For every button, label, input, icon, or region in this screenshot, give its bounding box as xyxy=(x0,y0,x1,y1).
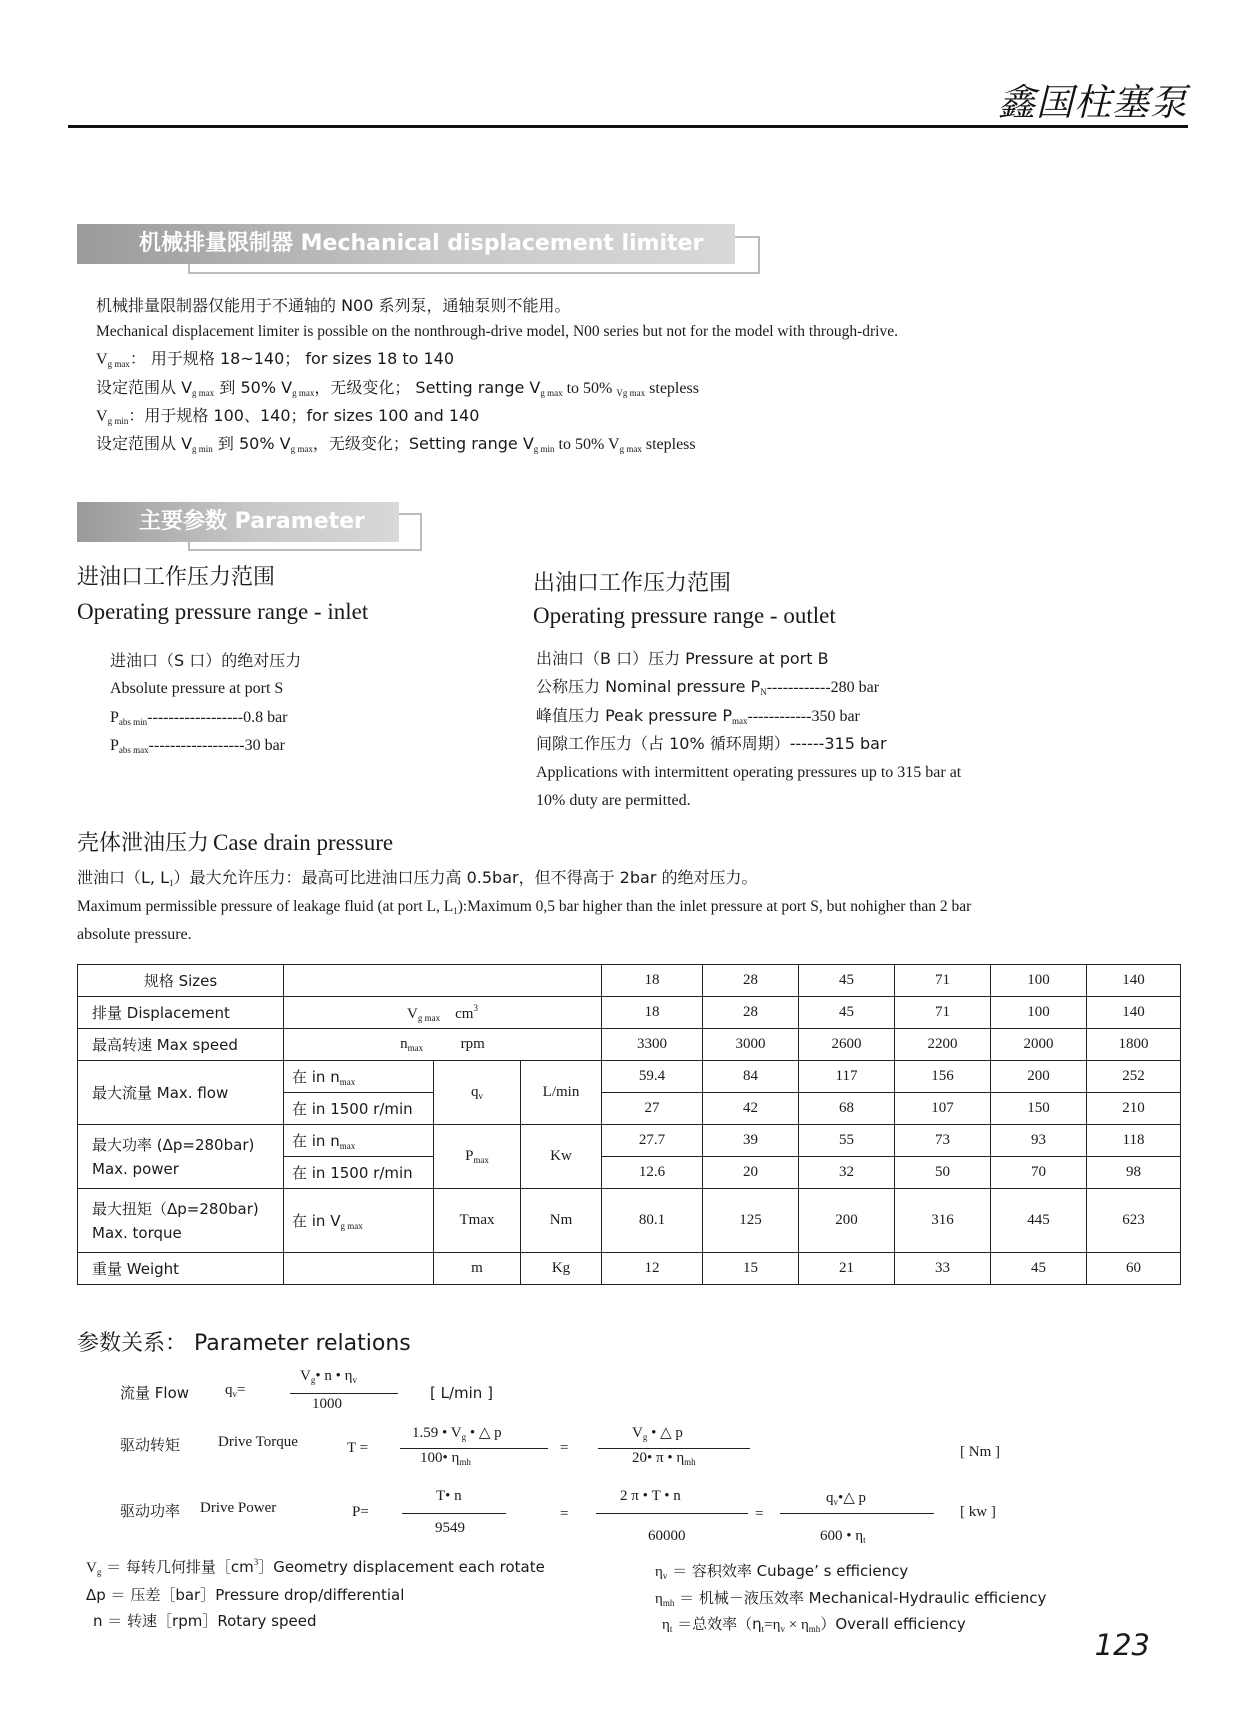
table-cell: 45 xyxy=(799,965,895,997)
table-cell: 15 xyxy=(703,1253,799,1285)
table-row-speed xyxy=(78,1029,1181,1061)
table-cell: 2000 xyxy=(991,1029,1087,1061)
flow-label: 流量 Flow xyxy=(120,1384,190,1402)
table-cell: $V_{g max}$ $cm^3$ xyxy=(284,997,602,1029)
table-cell: 71 xyxy=(895,997,991,1029)
torque-denominator-1: 100• $\eta_{mh}$ xyxy=(420,1450,471,1467)
table-cell: 28 xyxy=(703,965,799,997)
header-rule xyxy=(68,125,1188,128)
table-cell: 100 xyxy=(991,965,1087,997)
outlet-line-5: Applications with intermittent operating pressures up to 315 bar at xyxy=(536,764,962,781)
power-fraction-bar-2 xyxy=(596,1513,748,1514)
outlet-line-1: 出油口（B 口）压力 Pressure at port B xyxy=(536,649,829,668)
table-cell: 在 in 1500 r/min xyxy=(284,1157,434,1189)
table-cell: 最大扭矩（Δp=280bar) Max. torque xyxy=(78,1189,284,1253)
inlet-line-4: $P_{abs max}------------------30$ bar xyxy=(110,737,285,755)
brand-title: 鑫国柱塞泵 xyxy=(998,81,1188,124)
inlet-title-en: Operating pressure range - inlet xyxy=(77,599,369,624)
page-number: 123 xyxy=(1094,1628,1150,1662)
inlet-line-1: 进油口（S 口）的绝对压力 xyxy=(110,651,302,670)
mech-line-3: $V_{g max}$： 用于规格 18~140； for sizes 18 to 140 xyxy=(96,349,455,369)
power-denominator-1: 9549 xyxy=(435,1520,465,1536)
relations-title: 参数关系： Parameter relations xyxy=(77,1331,411,1356)
def-eta-mh: $\eta_{mh}$ ＝ 机械－液压效率 Mechanical-Hydraulic efficiency xyxy=(655,1589,1047,1608)
def-n: n ＝ 转速［rpm］Rotary speed xyxy=(93,1612,317,1630)
table-cell: 12.6 xyxy=(602,1157,703,1189)
table-cell: 3000 xyxy=(703,1029,799,1061)
table-cell: 28 xyxy=(703,997,799,1029)
mech-line-6: 设定范围从 $V_{g min}$ 到 50% $V_{g max}$，无级变化；Setting range $V_{g min}$ to 50% $V_{g max}$ stepless xyxy=(96,434,696,454)
table-cell: 42 xyxy=(703,1093,799,1125)
flow-lhs: $q_v=$ xyxy=(225,1382,246,1399)
table-cell: 33 xyxy=(895,1253,991,1285)
table-cell: 150 xyxy=(991,1093,1087,1125)
table-row-weight xyxy=(78,1253,1181,1285)
outlet-line-2: 公称压力 Nominal pressure $P_N------------280$ bar xyxy=(536,677,880,697)
inlet-line-3: $P_{abs min}------------------0.8$ bar xyxy=(110,709,288,727)
section-heading-mech: 机械排量限制器 Mechanical displacement limiter xyxy=(77,224,735,264)
table-cell xyxy=(284,965,602,997)
table-cell: 200 xyxy=(799,1189,895,1253)
table-row-displacement xyxy=(78,997,1181,1029)
table-cell: 70 xyxy=(991,1157,1087,1189)
power-numerator-2: 2 π • T • n xyxy=(620,1488,681,1504)
table-row-power-1 xyxy=(78,1125,1181,1157)
flow-numerator: $V_g•$ n • $\eta_v$ xyxy=(300,1368,357,1385)
table-cell: 50 xyxy=(895,1157,991,1189)
def-eta-t: $\eta_t$ ＝总效率（$\eta_t=\eta_v$ × $\eta_{mh})Overall$ efficiency xyxy=(662,1615,966,1634)
flow-denominator: 1000 xyxy=(312,1396,342,1412)
table-cell: 100 xyxy=(991,997,1087,1029)
table-cell: 27.7 xyxy=(602,1125,703,1157)
outlet-title-zh: 出油口工作压力范围 xyxy=(533,571,732,596)
table-cell: 在 in $V_{g max}$ xyxy=(284,1189,434,1253)
inlet-line-2: Absolute pressure at port S xyxy=(110,680,284,697)
power-fraction-bar-1 xyxy=(402,1513,506,1514)
table-cell xyxy=(284,1253,434,1285)
table-cell: $n_{max}$ rpm xyxy=(284,1029,602,1061)
table-cell: 3300 xyxy=(602,1029,703,1061)
torque-unit: [ Nm ] xyxy=(960,1444,1000,1460)
table-cell: 20 xyxy=(703,1157,799,1189)
power-numerator-1: T• n xyxy=(436,1488,462,1504)
torque-lhs: T = xyxy=(347,1440,369,1456)
case-line-2: Maximum permissible pressure of leakage fluid (at port L, $L_1):Maximum$ 0,5 bar higher than the inlet pressure at port S, but nohigher than 2 bar xyxy=(77,898,972,916)
power-label-en: Drive Power xyxy=(200,1500,277,1516)
outlet-line-4: 间隙工作压力（占 10% 循环周期）------315 bar xyxy=(536,734,887,753)
table-cell: 68 xyxy=(799,1093,895,1125)
table-cell: 140 xyxy=(1087,965,1181,997)
torque-denominator-2: 20• π • $\eta_{mh}$ xyxy=(632,1450,696,1467)
table-cell: Kw xyxy=(521,1125,602,1189)
table-cell: 45 xyxy=(799,997,895,1029)
table-cell: 39 xyxy=(703,1125,799,1157)
def-dp: Δp ＝ 压差［bar］Pressure drop/differential xyxy=(86,1586,405,1604)
table-cell: Tmax xyxy=(434,1189,521,1253)
table-cell: m xyxy=(434,1253,521,1285)
table-cell: 200 xyxy=(991,1061,1087,1093)
table-cell: 210 xyxy=(1087,1093,1181,1125)
flow-unit: [ L/min ] xyxy=(430,1384,493,1402)
table-cell: L/min xyxy=(521,1061,602,1125)
table-cell: 71 xyxy=(895,965,991,997)
table-cell: 最高转速 Max speed xyxy=(78,1029,284,1061)
table-cell: 12 xyxy=(602,1253,703,1285)
torque-label: 驱动转矩 xyxy=(120,1436,181,1454)
table-cell: 316 xyxy=(895,1189,991,1253)
power-unit: [ kw ] xyxy=(960,1504,996,1520)
torque-fraction-bar-2 xyxy=(598,1448,750,1449)
case-line-1: 泄油口（L, $L_1$）最大允许压力：最高可比进油口压力高 0.5bar，但不得高于 2bar 的绝对压力。 xyxy=(77,868,758,888)
mech-line-5: $V_{g min}$：用于规格 100、140；for sizes 100 and 140 xyxy=(96,406,480,426)
table-cell: 1800 xyxy=(1087,1029,1181,1061)
table-cell: 最大流量 Max. flow xyxy=(78,1061,284,1125)
def-eta-v: $\eta_v$ ＝ 容积效率 Cubage’ s efficiency xyxy=(655,1562,909,1581)
flow-fraction-bar xyxy=(290,1393,398,1394)
outlet-line-6: 10% duty are permitted. xyxy=(536,792,691,809)
inlet-title-zh: 进油口工作压力范围 xyxy=(77,565,276,590)
table-cell: 93 xyxy=(991,1125,1087,1157)
table-cell: $P_{max}$ xyxy=(434,1125,521,1189)
table-cell: 60 xyxy=(1087,1253,1181,1285)
case-title: 壳体泄油压力 Case drain pressure xyxy=(77,830,394,856)
table-cell: 98 xyxy=(1087,1157,1181,1189)
table-cell: 80.1 xyxy=(602,1189,703,1253)
table-cell: 84 xyxy=(703,1061,799,1093)
table-row-torque xyxy=(78,1189,1181,1253)
table-cell: $q_v$ xyxy=(434,1061,521,1125)
table-cell: 2200 xyxy=(895,1029,991,1061)
mech-line-2: Mechanical displacement limiter is possible on the nonthrough-drive model, N00 series but not for the model with through-drive. xyxy=(96,323,898,340)
torque-equals: = xyxy=(560,1440,569,1456)
table-cell: 最大功率 (Δp=280bar) Max. power xyxy=(78,1125,284,1189)
table-cell: 118 xyxy=(1087,1125,1181,1157)
case-line-3: absolute pressure. xyxy=(77,926,192,943)
table-cell: 107 xyxy=(895,1093,991,1125)
table-cell: 45 xyxy=(991,1253,1087,1285)
table-row-sizes xyxy=(78,965,1181,997)
torque-label-en: Drive Torque xyxy=(218,1434,298,1450)
power-label: 驱动功率 xyxy=(120,1502,181,1520)
mech-line-4: 设定范围从 $V_{g max}$ 到 50% $V_{g max}$，无级变化； Setting range $V_{g max}$ to 50% $_{Vg max}$ stepless xyxy=(96,378,699,398)
table-cell: 在 in $n_{max}$ xyxy=(284,1061,434,1093)
power-fraction-bar-3 xyxy=(780,1513,934,1514)
table-cell: 156 xyxy=(895,1061,991,1093)
def-vg: $V_g$ ＝ 每转几何排量$[cm^3]Geometry$ displacement each rotate xyxy=(86,1557,545,1577)
table-cell: 18 xyxy=(602,965,703,997)
outlet-line-3: 峰值压力 Peak pressure $P_{max}------------350$ bar xyxy=(536,706,860,726)
power-denominator-2: 60000 xyxy=(648,1528,686,1544)
table-cell: Kg xyxy=(521,1253,602,1285)
table-cell: 73 xyxy=(895,1125,991,1157)
table-cell: 55 xyxy=(799,1125,895,1157)
torque-numerator-1: 1.59 • $V_g$ • △ p xyxy=(412,1425,502,1442)
table-cell: 252 xyxy=(1087,1061,1181,1093)
power-numerator-3: $q_v•\triangle$ p xyxy=(826,1490,867,1507)
power-lhs: P= xyxy=(352,1504,369,1520)
power-equals-1: = xyxy=(560,1506,569,1522)
table-cell: Nm xyxy=(521,1189,602,1253)
table-cell: 117 xyxy=(799,1061,895,1093)
table-cell: 排量 Displacement xyxy=(78,997,284,1029)
table-cell: 18 xyxy=(602,997,703,1029)
table-cell: 140 xyxy=(1087,997,1181,1029)
table-cell: 59.4 xyxy=(602,1061,703,1093)
table-cell: 445 xyxy=(991,1189,1087,1253)
table-cell: 125 xyxy=(703,1189,799,1253)
spec-table xyxy=(77,964,1181,1285)
table-cell: 32 xyxy=(799,1157,895,1189)
torque-numerator-2: $V_g$ • △ p xyxy=(632,1425,683,1442)
table-cell: 规格 Sizes xyxy=(78,965,284,997)
table-cell: 623 xyxy=(1087,1189,1181,1253)
table-cell: 2600 xyxy=(799,1029,895,1061)
table-cell: 27 xyxy=(602,1093,703,1125)
table-cell: 在 in 1500 r/min xyxy=(284,1093,434,1125)
table-cell: 重量 Weight xyxy=(78,1253,284,1285)
table-cell: 21 xyxy=(799,1253,895,1285)
mech-line-1: 机械排量限制器仅能用于不通轴的 N00 系列泵，通轴泵则不能用。 xyxy=(96,296,571,315)
table-row-flow-1 xyxy=(78,1061,1181,1093)
torque-fraction-bar-1 xyxy=(400,1448,548,1449)
power-denominator-3: 600 • $\eta_t$ xyxy=(820,1528,866,1545)
outlet-title-en: Operating pressure range - outlet xyxy=(533,603,836,628)
table-cell: 在 in $n_{max}$ xyxy=(284,1125,434,1157)
section-heading-param: 主要参数 Parameter xyxy=(77,502,399,542)
power-equals-2: = xyxy=(755,1506,764,1522)
